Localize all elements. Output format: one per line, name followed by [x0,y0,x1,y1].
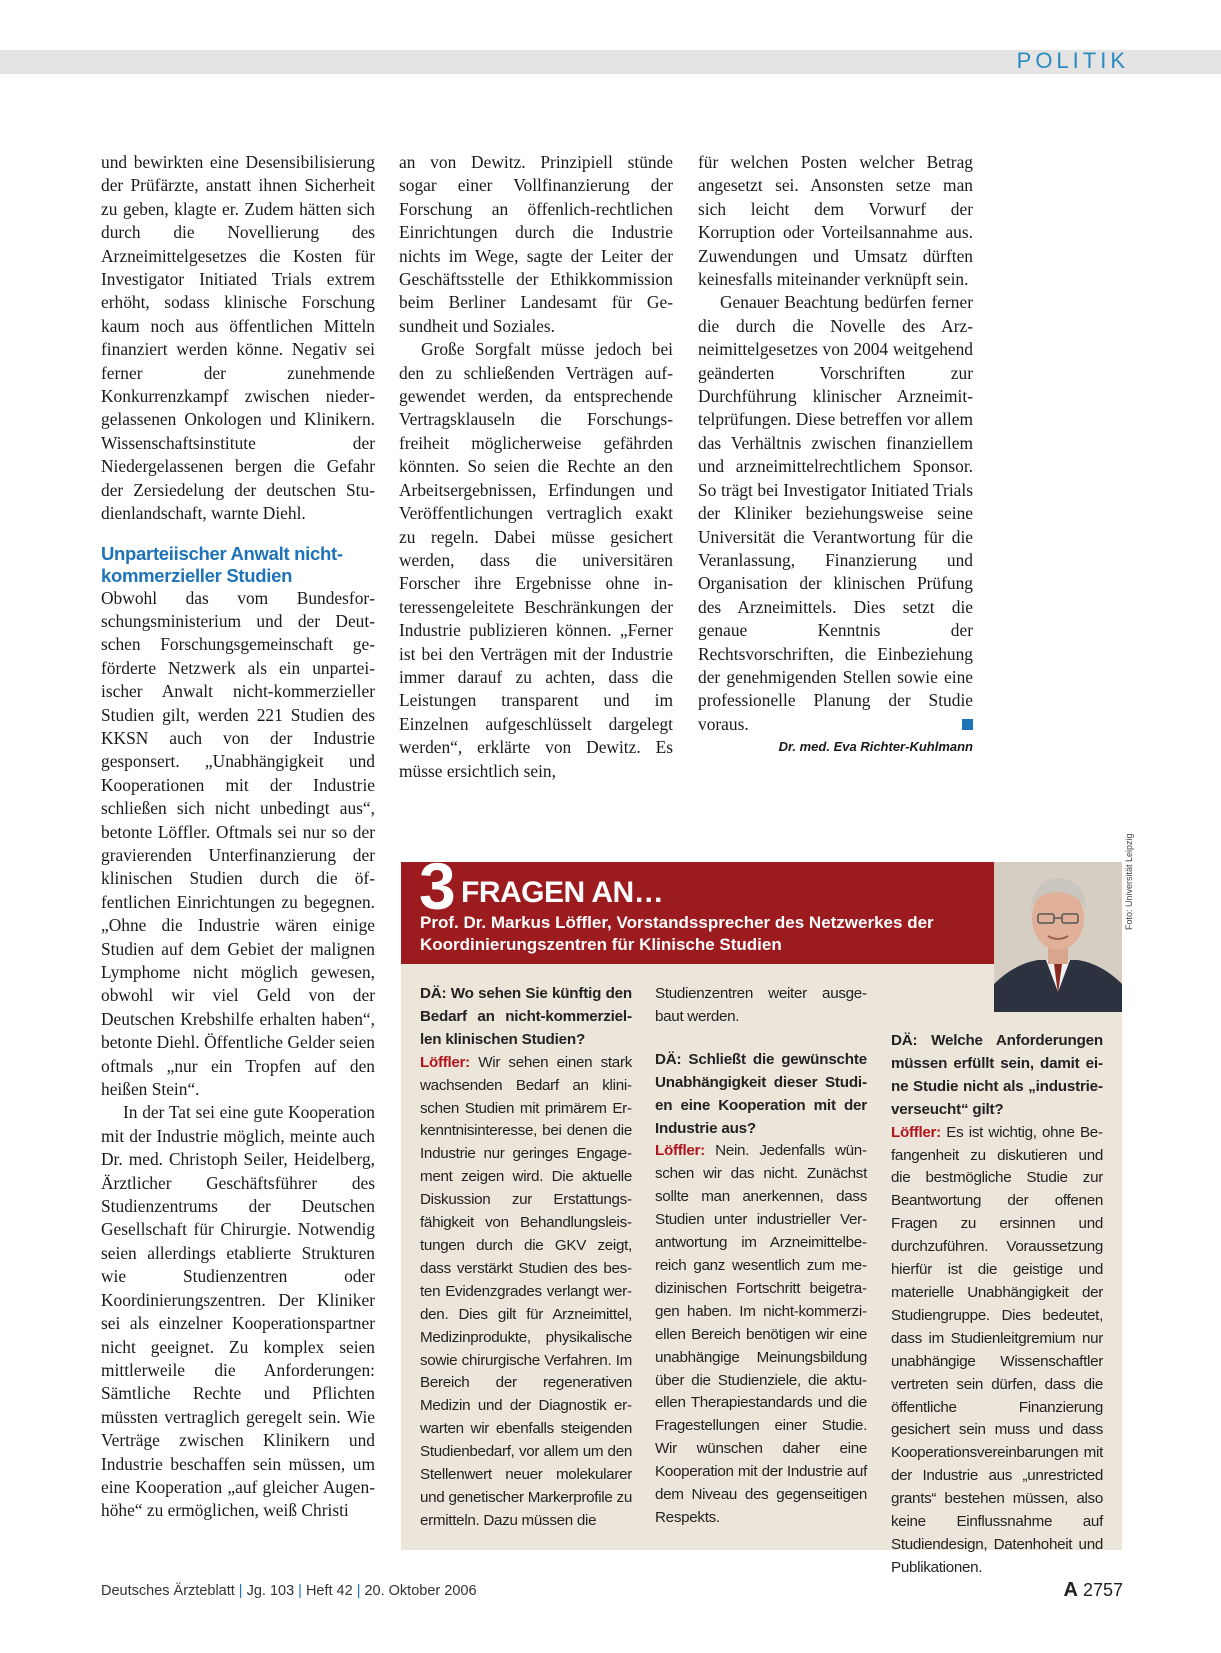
paragraph: In der Tat sei eine gute Kooperation mit der Industrie möglich, meinte auch Dr. med. Christoph Seiler, Heidelberg, Ärztlicher Geschäftsführer des Studienzentrums der Deutschen Gesellschaft für Chirurgie. Notwendig seien allerdings etablierte Strukturen wie Studienzentren oder Koordinierungszentren. Der Kliniker sei als einzelner Kooperationspartner nicht geeignet. Zu komplex seien mittlerweile die Anforderungen: Sämtliche Rechte und Pflichten müssten vertraglich geregelt sein. Wie Verträge zwischen Klinikern und Industrie beschaffen sein müssen, um eine Kooperation „auf gleicher Augenhöhe“ zu ermöglichen, weiß Christi [101,1102,375,1521]
portrait-illustration [994,862,1122,1012]
paragraph [698,291,973,736]
answer [891,1122,1103,1580]
paragraph: und bewirkten eine Desensibilisierung der Prüfärzte, anstatt ihnen Sicherheit zu geben, klagte er. Zudem hätten sich durch die Novellierung des Arzneimittelgesetzes die Kosten für Investigator Initiated Trials extrem erhöht, sodass klinische Forschung kaum noch aus öffentlichen Mitteln finanziert werden könne. Negativ sei ferner der zunehmende Konkurrenzkampf zwischen niedergelassenen Onkologen und Klinikern. Wissenschaftsinstitute der Niedergelassenen bergen die Gefahr der Zersiedelung der deutschen Studienlandschaft, warnte Diehl. [101,152,375,524]
page-number-value: 2757 [1082,1580,1123,1600]
journal-name: Deutsches Ärzteblatt [101,1583,235,1599]
answer [420,1052,632,1533]
question: DÄ: Welche Anforderungen müssen erfüllt sein, damit eine Studie nicht als „industrieverseucht“ gilt? [891,1032,1103,1118]
paragraph: an von Dewitz. Prinzipiell stünde sogar einer Vollfinanzierung der Forschung an öffenlich-rechtlichen Einrichtungen durch die Industrie nichts im Wege, sagte der Leiter der Geschäftsstelle der Ethikkommission beim Berliner Landesamt für Gesundheit und Soziales. [399,152,673,336]
section-label: POLITIK [1016,48,1129,73]
answer-text: Nein. Jedenfalls wünschen wir das nicht. Zunächst sollte man anerkennen, dass Studien unter industrieller Verantwortung im Arzneimittelbereich ganz wesentlich zum medizinischen Fortschritt beigetragen haben. Im nicht-kommerziellen Bereich benötigen wir eine unabhängige Meinungsbildung über die Studienziele, die aktuellen Therapiestandards und die Fragestellungen einer Studie. Wir wünschen daher eine Kooperation mit der Industrie auf dem Niveau des gegenseitigen Respekts. [655,1142,867,1526]
question: DÄ: Wo sehen Sie künftig den Bedarf an nicht-kommerziellen klinischen Studien? [420,985,632,1048]
interview-column-3 [891,1030,1103,1580]
issue: Heft 42 [305,1583,353,1599]
portrait-photo [994,862,1122,1012]
paragraph: Obwohl das vom Bundesforschungsministerium und der Deutschen Forschungsgemeinschaft geförderte Netzwerk als ein unparteiischer Anwalt nicht-kommerzieller Studien gilt, werden 221 Studien des KKSN auch von der Industrie gesponsert. „Unabhängigkeit und Kooperationen mit der Industrie schließen sich nicht unbedingt aus“, betonte Löffler. Oftmals sei nur so der gravierenden Unterfinanzierung der klinischen Studien durch die öffentlichen Einrichtungen zu begegnen. „Ohne die Industrie wären einige Studien auf dem Gebiet der malignen Lymphome nicht möglich gewesen, obwohl wir viel Geld von der Deutschen Krebshilfe erhalten haben“, betonte Diehl. Öffentliche Gelder seien oftmals „nur ein Tropfen auf den heißen Stein“. [101,587,375,1100]
answer-continued: Studienzentren weiter ausgebaut werden. [655,985,867,1025]
question: DÄ: Schließt die gewünschte Unabhängigkeit dieser Studien eine Kooperation mit der Industrie aus? [655,1050,867,1137]
answer-speaker: Löffler: [655,1142,705,1160]
date: 20. Oktober 2006 [364,1583,477,1599]
subheading: Unparteiischer Anwalt nicht-kommerzieller Studien [101,542,343,586]
article-column-3 [698,151,973,758]
answer-speaker: Löffler: [891,1123,941,1141]
paragraph: Große Sorgfalt müsse jedoch bei den zu schließenden Verträgen aufgewendet werden, da entsprechende Vertragsklauseln die Forschungsfreiheit möglicherweise gefährden könnten. So seien die Rechte an den Arbeitsergebnissen, Erfindungen und Veröffentlichungen vertraglich exakt zu regeln. Dabei müsse gesichert werden, dass die universitären Forscher ihre Ergebnisse ohne interessengeleitete Beschränkungen der Industrie publizieren können. „Ferner ist bei den Verträgen mit der Industrie immer darauf zu achten, dass die Leistungen transparent und im Einzelnen aufgeschlüsselt dargelegt werden“, erklärte von Dewitz. Es müsse ersichtlich sein, [399,339,673,781]
page-number [1063,1579,1123,1602]
article-column-1 [101,151,375,1523]
paragraph-text: Genauer Beachtung bedürfen ferner die durch die Novelle des Arzneimittelgesetzes von 2004 weitgehend geänderten Vorschriften zur Durchführung klinischer Arzneimittelprüfungen. Diese betreffen vor allem das Verhältnis zwischen finanziellem und arzneimittelrechtlichem Sponsor. So trägt bei Investigator Initiated Trials der Kliniker beziehungsweise seine Universität die Verantwortung für die Veranlassung, Finanzierung und Organisation der klinischen Prüfung des Arzneimittels. Dies setzt die genaue Kenntnis der Rechtsvorschriften, die Einbeziehung der genehmigenden Stellen sowie eine professionelle Planung der Studie voraus. [698,292,973,734]
photo-credit: Foto: Universität Leipzig [1124,833,1134,930]
author-byline: Dr. med. Eva Richter-Kuhlmann [778,739,973,755]
page-prefix: A [1063,1579,1078,1601]
footer-citation: Deutsches Ärzteblatt | Jg. 103 | Heft 42 | 20. Oktober 2006 [101,1583,477,1599]
interview-number: 3 [419,849,456,923]
interview-header [401,849,994,964]
answer-text: Wir sehen einen stark wachsenden Bedarf an klinischen Studien mit primärem Erkenntnisinteresse, bei denen die Industrie nur geringes Engagement zeigen wird. Die aktuelle Diskussion zur Erstattungsfähigkeit von Behandlungsleistungen durch die GKV zeigt, dass verstärkt Studien des besten Evidenzgrades verlangt werden. Dies gilt für Arzneimittel, Medizinprodukte, physikalische sowie chirurgische Verfahren. Im Bereich der regenerativen Medizin und der Diagnostik erwarten wir ebenfalls steigenden Studienbedarf, vor allem um den Stellenwert neuer molekularer und genetischer Markerprofile zu ermitteln. Dazu müssen die [420,1053,633,1529]
end-mark-icon [962,719,973,730]
answer-text: Es ist wichtig, ohne Befangenheit zu diskutieren und die bestmögliche Studie zur Beantwortung der offenen Fragen zu ersinnen und durchzuführen. Voraussetzung hierfür ist die geistige und materielle Unabhängigkeit der Studiengruppe. Dies bedeutet, dass im Studienleitgremium nur unabhängige Wissenschaftler vertreten sein dürfen, dass die öffentliche Finanzierung gesichert sein muss und dass Kooperationsvereinbarungen mit der Industrie aus „unrestricted grants“ bestehen müssen, also keine Einflussnahme auf Studiendesign, Datenhoheit und Publikationen. [891,1123,1104,1576]
interview-column-2 [655,983,867,1530]
article-column-2 [399,151,673,783]
volume: Jg. 103 [246,1583,295,1599]
paragraph: für welchen Posten welcher Betrag angesetzt sei. Ansonsten setze man sich leicht dem Vorwurf der Korruption oder Vorteilsannahme aus. Zuwendungen und Umsatz dürften keinesfalls miteinander verknüpft sein. [698,152,973,290]
answer [655,1140,867,1529]
interview-column-1 [420,983,632,1533]
interview-title: FRAGEN AN… [461,876,664,909]
interview-subtitle: Prof. Dr. Markus Löffler, Vorstandssprecher des Netzwerkes der Koordinierungszentren für Klinische Studien [420,913,934,954]
answer-speaker: Löffler: [420,1053,470,1071]
